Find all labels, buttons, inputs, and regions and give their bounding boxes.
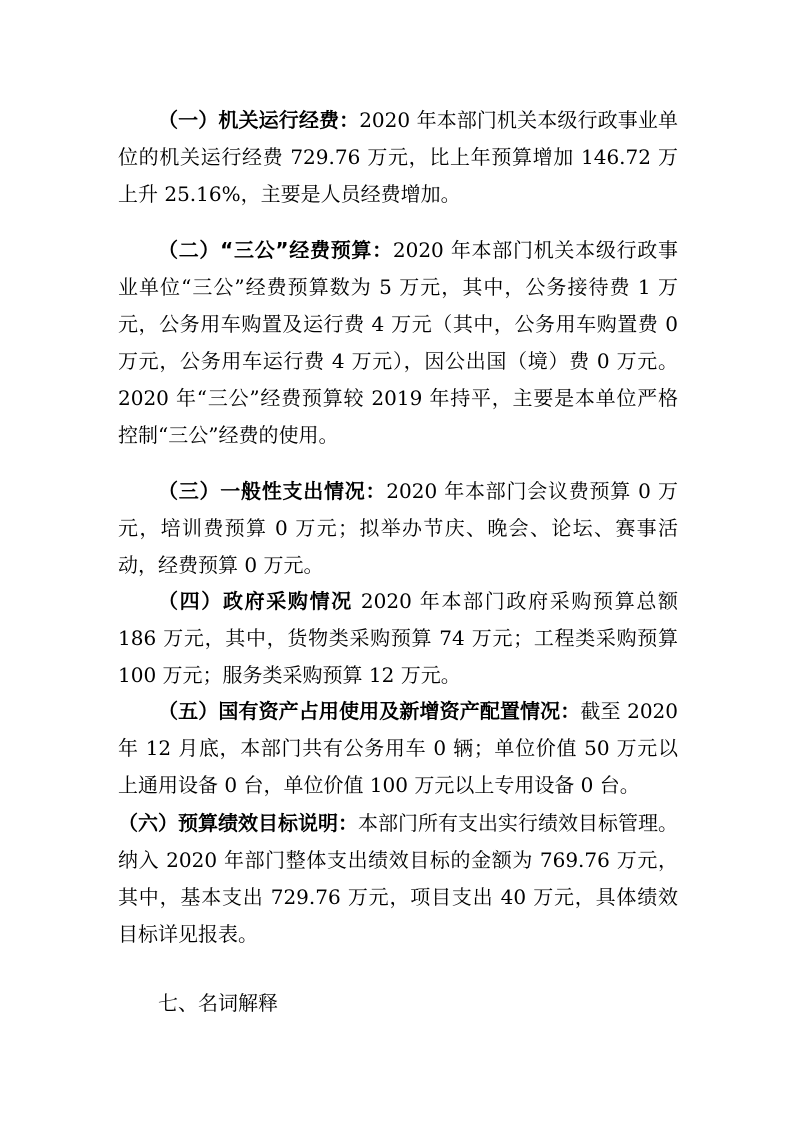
section-body-5: 截至 2020 年 12 月底，本部门共有公务用车 0 辆；单位价值 50 万元以上通用设备 0 台，单位价值 100 万元以上专用设备 0 台。 [118,699,679,797]
paragraph-general-expenditure [118,473,678,584]
section-body-1: 2020 年本部门机关本级行政事业单位的机关运行经费 729.76 万元，比上年预算增加 146.72 万上升 25.16%，主要是人员经费增加。 [118,108,679,206]
paragraph-state-assets [118,693,678,804]
section-lead-4: （四）政府采购情况 [158,589,353,613]
section-lead-3: （三）一般性支出情况： [158,479,387,503]
section-body-2: 2020 年本部门机关本级行政事业单位“三公”经费预算数为 5 万元，其中，公务接待费 1 万元，公务用车购置及运行费 4 万元（其中，公务用车购置费 0 万元，公务用车运行费 4 万元），因公出国（境）费 0 万元。2020 年“三公”经费预算较 2019 年持平，主要是本单位严格控制“三公”经费的使用。 [118,238,678,447]
paragraph-government-procurement [118,583,678,694]
section-lead-5: （五）国有资产占用使用及新增资产配置情况： [158,699,581,723]
section-lead-2: （二）“三公”经费预算： [158,238,393,262]
paragraph-admin-operating-costs [118,102,678,213]
section-heading-seven: 七、名词解释 [158,991,278,1015]
section-body-6: 本部门所有支出实行绩效目标管理。纳入 2020 年部门整体支出绩效目标的金额为 769.76 万元，其中，基本支出 729.76 万元，项目支出 40 万元，具体绩效目标详见报表。 [118,811,678,946]
section-body-4: 2020 年本部门政府采购预算总额 186 万元，其中，货物类采购预算 74 万元；工程类采购预算 100 万元；服务类采购预算 12 万元。 [118,589,678,687]
section-body-3: 2020 年本部门会议费预算 0 万元，培训费预算 0 万元；拟举办节庆、晚会、论坛、赛事活动，经费预算 0 万元。 [118,479,679,577]
section-lead-1: （一）机关运行经费： [158,108,360,132]
paragraph-performance-goals [118,805,678,953]
paragraph-three-public-expenses [118,232,678,454]
section-lead-6: （六）预算绩效目标说明： [118,811,358,835]
